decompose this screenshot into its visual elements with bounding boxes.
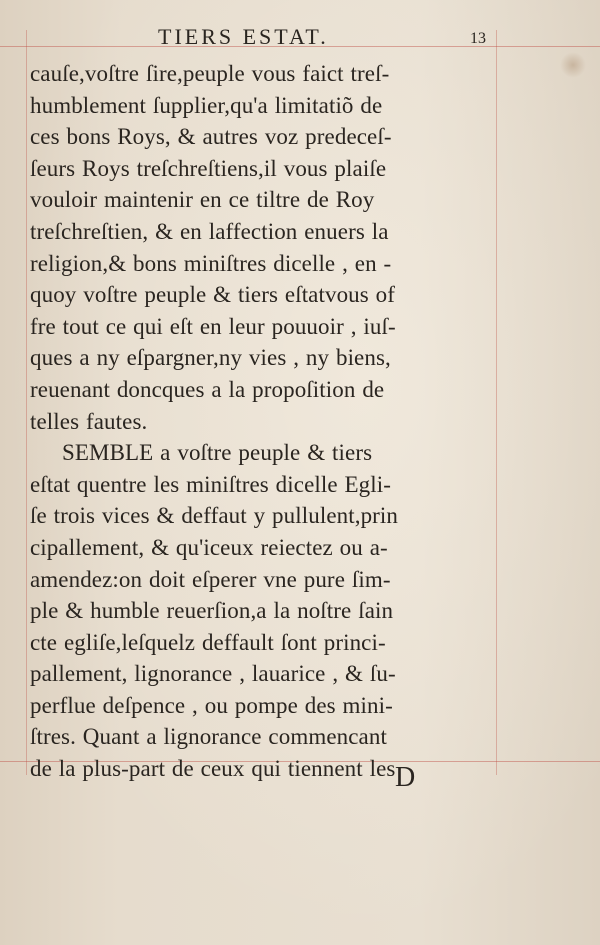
body-text <box>30 58 490 785</box>
text-line: telles fautes. <box>30 408 148 434</box>
text-line: humblement ſupplier,qu'a limitatiõ de <box>30 92 383 118</box>
text-line: ſe trois vices & deffaut y pullulent,prin <box>30 503 399 529</box>
text-line: cauſe,voſtre ſire,peuple vous faict treſ- <box>30 61 390 86</box>
text-line: vouloir maintenir en ce tiltre de Roy <box>30 187 375 213</box>
text-line: ques a ny eſpargner,ny vies , ny biens, <box>30 345 391 371</box>
text-line: quoy voſtre peuple & tiers eſtatvous of <box>30 282 396 308</box>
text-line: amendez:on doit eſperer vne pure ſim- <box>30 566 391 592</box>
signature-mark: D <box>395 762 416 793</box>
running-head: TIERS ESTAT. <box>158 24 329 49</box>
paper-stain <box>560 52 586 78</box>
text-line: cipallement, & qu'iceux reiectez ou a- <box>30 534 388 560</box>
paragraph-start-line: SEMBLE a voſtre peuple & tiers <box>62 440 373 466</box>
text-line: pallement, lignorance , lauarice , & ſu- <box>30 661 396 687</box>
text-line: treſchreſtien, & en laffection enuers la <box>30 218 389 244</box>
right-margin-rule <box>496 30 497 775</box>
page-number: 13 <box>470 30 486 47</box>
left-margin-rule <box>26 30 27 775</box>
text-line: ple & humble reuerſion,a la noſtre ſain <box>30 598 394 624</box>
text-line: reuenant doncques a la propoſition de <box>30 376 385 402</box>
text-line: ſeurs Roys treſchreſtiens,il vous plaiſe <box>30 155 387 181</box>
text-line: ſtres. Quant a lignorance commencant <box>30 724 387 750</box>
text-line: fre tout ce qui eſt en leur pouuoir , iuſ- <box>30 313 396 339</box>
page-header <box>0 24 600 48</box>
text-line: religion,& bons miniſtres dicelle , en - <box>30 250 392 276</box>
text-line: de la plus-part de ceux qui tiennent les <box>30 756 396 782</box>
text-line: eſtat quentre les miniſtres dicelle Egli- <box>30 471 392 497</box>
text-line: cte egliſe,leſquelz deffault ſont princi- <box>30 629 386 655</box>
text-line: perflue deſpence , ou pompe des mini- <box>30 692 393 718</box>
text-line: ces bons Roys, & autres voz predeceſ- <box>30 124 392 150</box>
